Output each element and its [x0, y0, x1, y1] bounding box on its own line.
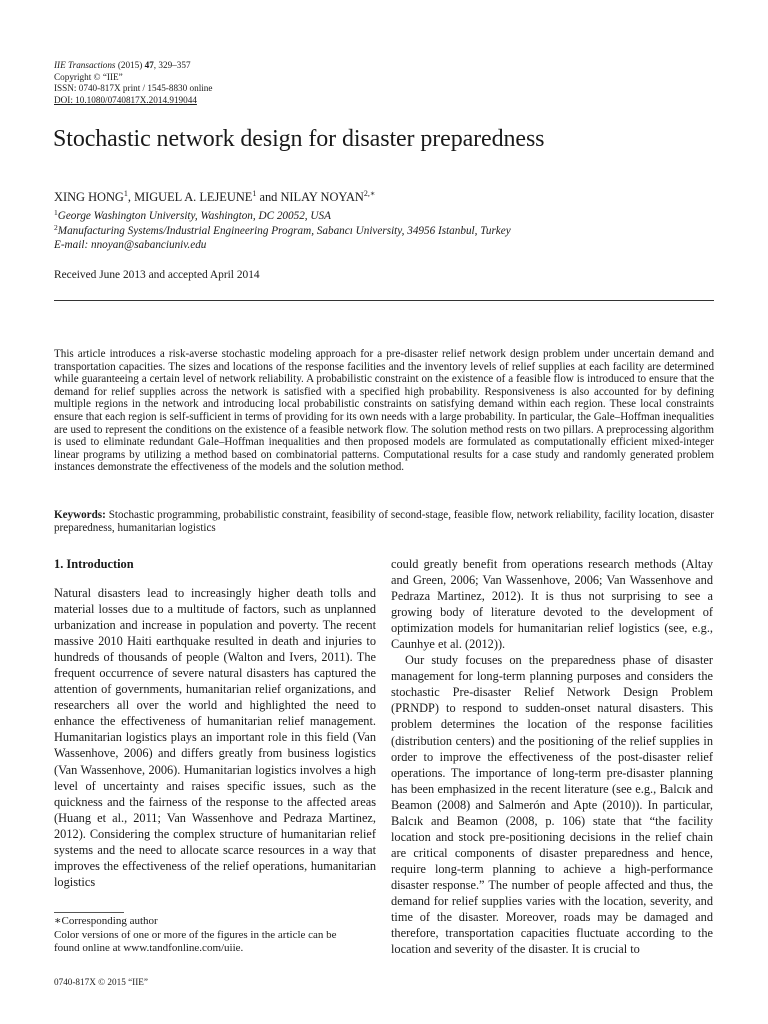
- page-footer: 0740-817X © 2015 “IIE”: [54, 977, 148, 987]
- author-separator: ,: [127, 190, 135, 204]
- journal-citation: [54, 60, 354, 72]
- abstract: This article introduces a risk-averse stochastic modeling approach for a pre-disaster relief network design problem under uncertain demand and transportation capacities. The sizes and locations of the response facilities and the inventory levels of relief supplies at each facility are determined while guaranteeing a certain level of network reliability. A probabilistic constraint on the existence of a feasible flow is introduced to ensure that the demand for relief supplies across the network is satisfied with a specified high probability. Responsiveness is also accounted for by defining multiple regions in the network and introducing local probabilistic constraints on satisfying demand within each region. These local constraints ensure that each region is self-sufficient in terms of providing for its own needs with a large probability. In particular, the Gale–Hoffman inequalities are used to represent the conditions on the existence of a feasible network flow. The solution method rests on two pillars. A preprocessing algorithm is used to eliminate redundant Gale–Hoffman inequalities and then proposed models are formulated as computationally efficient mixed-integer linear programs by utilizing a method based on combinatorial patterns. Computational results for a case study and randomly generated problem instances demonstrate the effectiveness of the models and the solution method.: [54, 348, 714, 474]
- journal-volume: 47: [144, 60, 154, 70]
- affiliations: [54, 209, 714, 253]
- corresponding-author-note: ∗Corresponding author: [54, 915, 158, 927]
- journal-pages: , 329–357: [153, 60, 191, 70]
- color-version-note: found online at www.tandfonline.com/uiie.: [54, 942, 244, 955]
- journal-metadata: [54, 60, 354, 106]
- contact-email[interactable]: E-mail: nnoyan@sabanciuniv.edu: [54, 239, 207, 251]
- author-affiliation-marker: 1: [252, 189, 257, 198]
- left-column: [54, 556, 376, 890]
- author-name: XING HONG: [54, 190, 124, 204]
- section-heading: 1. Introduction: [54, 557, 134, 571]
- journal-doi[interactable]: DOI: 10.1080/0740817X.2014.919044: [54, 94, 197, 105]
- author-affiliation-marker: 1: [123, 189, 128, 198]
- article-title: Stochastic network design for disaster preparedness: [53, 126, 545, 152]
- keywords-list: Stochastic programming, probabilistic constraint, feasibility of second-stage, feasible flow, network reliability, facility location, disaster preparedness, humanitarian logistics: [54, 509, 714, 535]
- author-name: MIGUEL A. LEJEUNE: [134, 190, 253, 204]
- body-paragraph: Our study focuses on the preparedness phase of disaster management for long-term planning purposes and considers the stochastic Pre-disaster Relief Network Design Problem (PRNDP) to respond to sudden-onset natural disasters. This problem determines the location of the response facilities (distribution centers) and the positioning of the relief supplies in order to improve the effectiveness of the post-disaster relief operations. The importance of long-term pre-disaster planning has been emphasized in the recent literature (see e.g., Balcık and Beamon (2008) and Salmerón and Apte (2010)). In particular, Balcık and Beamon (2008, p. 106) state that “the facility location and stock pre-positioning decisions in the relief chain are critical components of disaster preparedness and hence, require long-term planning to achieve a high-performance disaster response.” The number of people affected and thus, the demand for relief supplies varies with the location, severity, and time of the disaster. Moreover, roads may be damaged and therefore, transportation capacities fluctuate according to the location and severity of the disaster. It is crucial to: [391, 653, 713, 957]
- body-paragraph: Natural disasters lead to increasingly higher death tolls and material losses due to a multitude of factors, such as unplanned urbanization and increase in population and poverty. The recent massive 2010 Haiti earthquake resulted in death and injuries to hundreds of thousands of people (Walton and Ivers, 2011). The frequent occurrence of severe natural disasters has captured the attention of governments, humanitarian relief organizations, and researchers all over the world and highlighted the need to enhance the effectiveness of humanitarian relief management. Humanitarian logistics plays an important role in this field (Van Wassenhove, 2006) and differs greatly from business logistics (Van Wassenhove, 2006). Humanitarian logistics involves a high level of uncertainty and raises specific issues, such as the quickness and the fairness of the response to the affected areas (Huang et al., 2011; Van Wassenhove and Pedraza Martinez, 2012). Considering the complex structure of humanitarian relief systems and the need to allocate scarce resources in a way that improves the effectiveness of the relief operations, humanitarian logistics: [54, 586, 376, 889]
- affiliation-marker: 2: [54, 222, 58, 232]
- author-name: NILAY NOYAN: [280, 190, 364, 204]
- footnote-divider: [54, 912, 124, 913]
- affiliation-marker: 1: [54, 208, 58, 217]
- author-separator: and: [256, 190, 281, 204]
- color-version-note: Color versions of one or more of the figures in the article can be: [54, 928, 337, 941]
- keywords: [54, 509, 714, 536]
- affiliation-text: George Washington University, Washington, DC 20052, USA: [57, 210, 331, 222]
- affiliation: [54, 209, 714, 224]
- body-paragraph: could greatly benefit from operations research methods (Altay and Green, 2006; Van Wassenhove, 2006; Van Wassenhove and Pedraza Martinez, 2012). It is thus not surprising to see a growing body of literature devoted to the development of optimization models for humanitarian relief logistics (see, e.g., Caunhye et al. (2012)).: [391, 557, 713, 652]
- affiliation: [54, 224, 714, 239]
- journal-name: IIE Transactions: [54, 60, 116, 70]
- author-affiliation-marker: 2,∗: [363, 189, 376, 198]
- keywords-label: Keywords:: [54, 509, 106, 521]
- author-list: [54, 189, 714, 205]
- journal-copyright: Copyright © “IIE”: [54, 71, 123, 82]
- header-divider: [54, 300, 714, 301]
- affiliation-text: Manufacturing Systems/Industrial Engineering Program, Sabancı University, 34956 Istanbul, Turkey: [57, 224, 511, 237]
- received-date: Received June 2013 and accepted April 2014: [54, 269, 260, 281]
- journal-issn: ISSN: 0740-817X print / 1545-8830 online: [54, 83, 213, 94]
- journal-year: (2015): [115, 60, 145, 70]
- footnotes: [54, 915, 376, 956]
- right-column: [391, 556, 713, 957]
